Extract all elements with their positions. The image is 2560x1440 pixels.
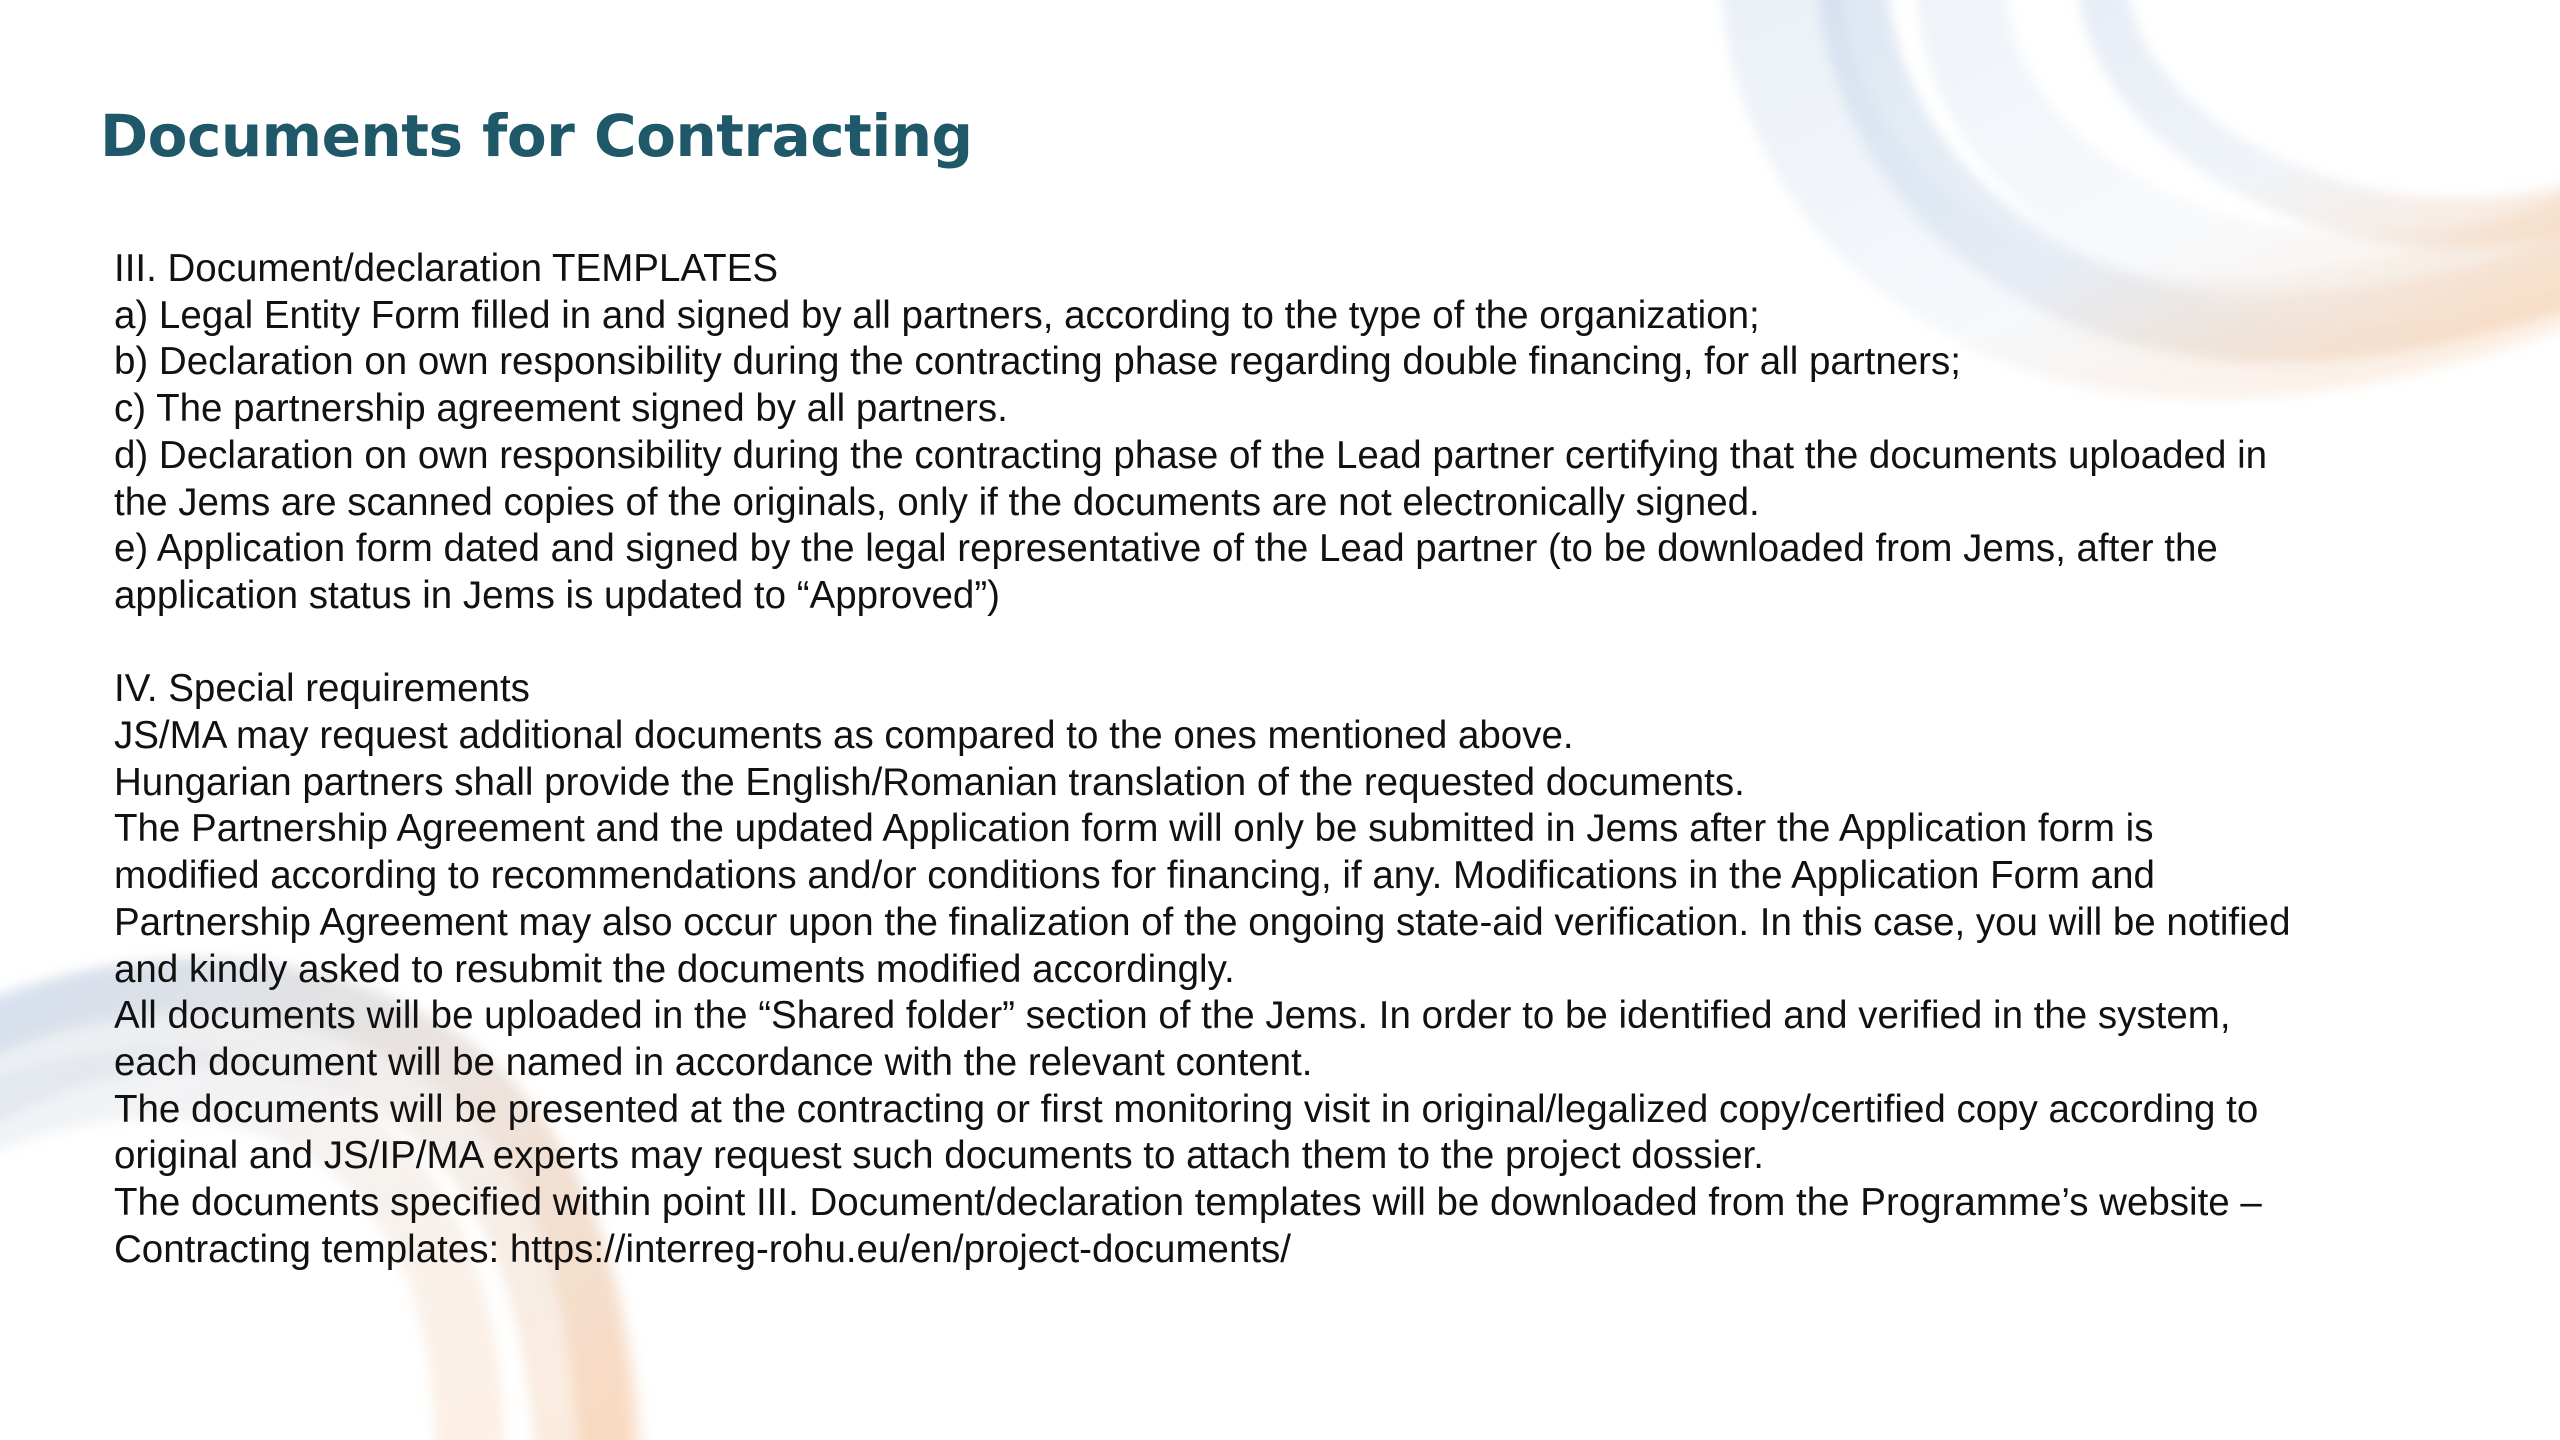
requirement-line: JS/MA may request additional documents as compared to the ones mentioned above.	[114, 714, 1574, 758]
template-item-a: a) Legal Entity Form filled in and signed by all partners, according to the type of the organization;	[114, 293, 1760, 337]
template-item-b: b) Declaration on own responsibility during the contracting phase regarding double financing, for all partners;	[114, 340, 1961, 384]
template-item-e: e) Application form dated and signed by the legal representative of the Lead partner (to be downloaded from Jems, after the	[114, 527, 2218, 571]
requirement-line: Hungarian partners shall provide the English/Romanian translation of the requested documents.	[114, 760, 1745, 804]
template-item-d-cont: the Jems are scanned copies of the originals, only if the documents are not electronically signed.	[114, 480, 1760, 524]
slide-title: Documents for Contracting	[100, 102, 973, 170]
requirement-line: modified according to recommendations and/or conditions for financing, if any. Modifications in the Application Form and	[114, 854, 2155, 898]
requirement-line: original and JS/IP/MA experts may request such documents to attach them to the project dossier.	[114, 1134, 1764, 1178]
template-item-e-cont: application status in Jems is updated to “Approved”)	[114, 573, 1000, 617]
requirement-line: All documents will be uploaded in the “Shared folder” section of the Jems. In order to be identified and verified in the system,	[114, 994, 2231, 1038]
requirement-line: and kindly asked to resubmit the documents modified accordingly.	[114, 947, 1235, 991]
section-heading-templates: III. Document/declaration TEMPLATES	[114, 247, 779, 290]
template-item-c: c) The partnership agreement signed by all partners.	[114, 387, 1008, 431]
requirement-line-url: Contracting templates: https://interreg-rohu.eu/en/project-documents/	[114, 1227, 1291, 1271]
slide-body	[114, 246, 2434, 1273]
template-item-d: d) Declaration on own responsibility during the contracting phase of the Lead partner certifying that the documents uploaded in	[114, 433, 2268, 477]
section-heading-requirements: IV. Special requirements	[114, 667, 530, 711]
requirement-line: Partnership Agreement may also occur upon the finalization of the ongoing state-aid verification. In this case, you will be notified	[114, 900, 2291, 944]
requirement-line: The documents will be presented at the contracting or first monitoring visit in original/legalized copy/certified copy according to	[114, 1087, 2259, 1131]
section-spacer	[114, 620, 2434, 667]
requirement-line: each document will be named in accordance with the relevant content.	[114, 1040, 1313, 1084]
requirement-line: The Partnership Agreement and the updated Application form will only be submitted in Jems after the Application form is	[114, 807, 2154, 851]
requirement-line: The documents specified within point III. Document/declaration templates will be downloaded from the Programme’s website –	[114, 1181, 2262, 1225]
